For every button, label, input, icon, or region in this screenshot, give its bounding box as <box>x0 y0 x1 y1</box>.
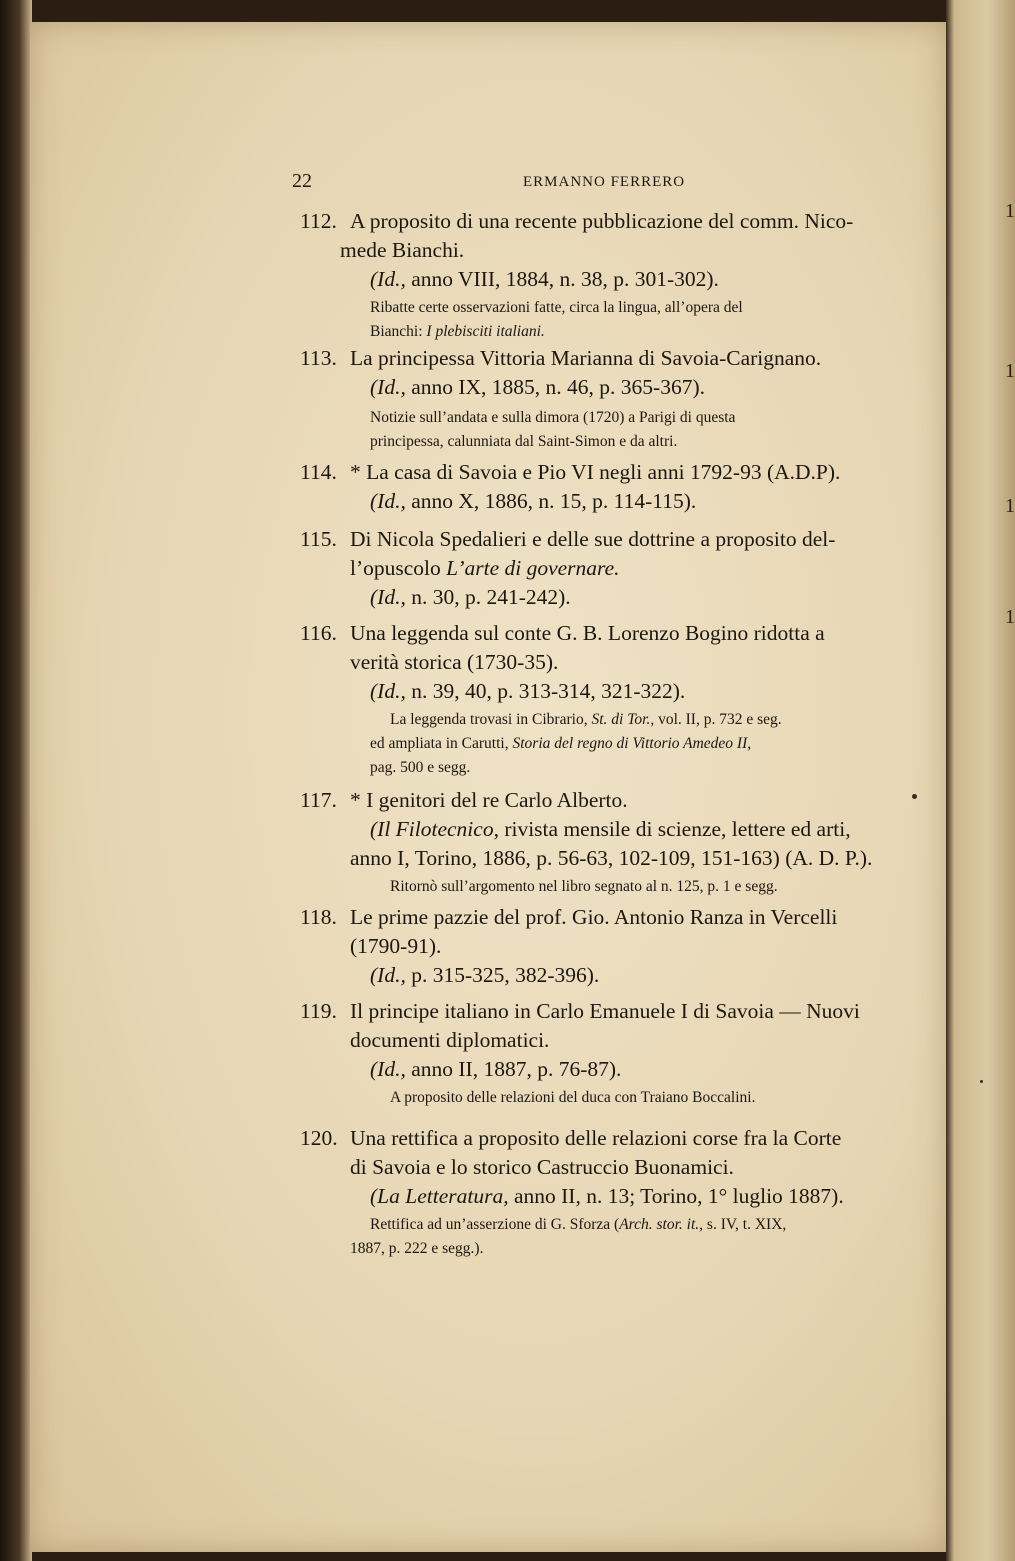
edge-glyph: 1 <box>1005 606 1015 628</box>
entry-ref: (Id., anno II, 1887, p. 76-87). <box>370 1057 622 1081</box>
entry-note: Ribatte certe osservazioni fatte, circa la lingua, all’opera del <box>370 299 743 316</box>
next-page-edge <box>946 0 1015 1561</box>
entry-title: * La casa di Savoia e Pio VI negli anni 1792-93 (A.D.P). <box>350 460 841 484</box>
ink-speck <box>980 1080 983 1083</box>
entry-ref: (Id., n. 39, 40, p. 313-314, 321-322). <box>370 679 686 703</box>
running-header: ERMANNO FERRERO <box>523 174 686 190</box>
entry-title: l’opuscolo L’arte di governare. <box>350 556 620 580</box>
entry-title: Di Nicola Spedalieri e delle sue dottrine a proposito del- <box>350 527 836 551</box>
entry-number: 117. <box>300 788 337 812</box>
entry-note: Notizie sull’andata e sulla dimora (1720) a Parigi di questa <box>370 409 736 426</box>
entry-number: 112. <box>300 209 337 233</box>
entry-number: 119. <box>300 999 337 1023</box>
entry-ref: (Id., anno VIII, 1884, n. 38, p. 301-302). <box>370 267 719 291</box>
entry-title: Una rettifica a proposito delle relazioni corse fra la Corte <box>350 1126 842 1150</box>
entry-title: Una leggenda sul conte G. B. Lorenzo Bogino ridotta a <box>350 621 825 645</box>
entry-note: Bianchi: I plebisciti italiani. <box>370 323 545 340</box>
entry-note: 1887, p. 222 e segg.). <box>350 1240 484 1257</box>
scan-left-margin <box>0 0 32 1561</box>
entry-note: A proposito delle relazioni del duca con Traiano Boccalini. <box>390 1089 756 1106</box>
entry-number: 116. <box>300 621 337 645</box>
entry-note: ed ampliata in Carutti, Storia del regno di Vittorio Amedeo II, <box>370 735 752 752</box>
ink-speck <box>912 794 917 799</box>
entry-ref: (Il Filotecnico, rivista mensile di scienze, lettere ed arti, <box>370 817 851 841</box>
entry-title: di Savoia e lo storico Castruccio Buonamici. <box>350 1155 734 1179</box>
entry-title: Il principe italiano in Carlo Emanuele I di Savoia — Nuovi <box>350 999 860 1023</box>
edge-glyph: 1 <box>1005 495 1015 517</box>
entry-title: La principessa Vittoria Marianna di Savoia-Carignano. <box>350 346 822 370</box>
entry-title: verità storica (1730-35). <box>350 650 559 674</box>
entry-ref: (Id., p. 315-325, 382-396). <box>370 963 600 987</box>
entry-number: 114. <box>300 460 337 484</box>
entry-title: (1790-91). <box>350 934 442 958</box>
entry-number: 113. <box>300 346 337 370</box>
entry-ref: (Id., n. 30, p. 241-242). <box>370 585 571 609</box>
page-number: 22 <box>292 170 312 192</box>
entry-title: documenti diplomatici. <box>350 1028 550 1052</box>
entry-note: pag. 500 e segg. <box>370 759 471 776</box>
entry-number: 120. <box>300 1126 338 1150</box>
edge-glyph: 1 <box>1005 360 1015 382</box>
entry-title: A proposito di una recente pubblicazione del comm. Nico- <box>350 209 854 233</box>
entry-ref: anno I, Torino, 1886, p. 56-63, 102-109, 151-163) (A. D. P.). <box>350 846 873 870</box>
entry-title: Le prime pazzie del prof. Gio. Antonio Ranza in Vercelli <box>350 905 838 929</box>
entry-ref: (Id., anno X, 1886, n. 15, p. 114-115). <box>370 489 697 513</box>
entry-number: 115. <box>300 527 337 551</box>
edge-glyph: 1 <box>1005 200 1015 222</box>
entry-title: mede Bianchi. <box>340 238 465 262</box>
entry-title: * I genitori del re Carlo Alberto. <box>350 788 628 812</box>
entry-note: La leggenda trovasi in Cibrario, St. di Tor., vol. II, p. 732 e seg. <box>390 711 782 728</box>
entry-note: Rettifica ad un’asserzione di G. Sforza (Arch. stor. it., s. IV, t. XIX, <box>370 1216 787 1233</box>
entry-ref: (La Letteratura, anno II, n. 13; Torino, 1° luglio 1887). <box>370 1184 844 1208</box>
entry-note: Ritornò sull’argomento nel libro segnato al n. 125, p. 1 e segg. <box>390 878 778 895</box>
entry-ref: (Id., anno IX, 1885, n. 46, p. 365-367). <box>370 375 706 399</box>
entry-note: principessa, calunniata dal Saint-Simon e da altri. <box>370 433 678 450</box>
entry-number: 118. <box>300 905 337 929</box>
